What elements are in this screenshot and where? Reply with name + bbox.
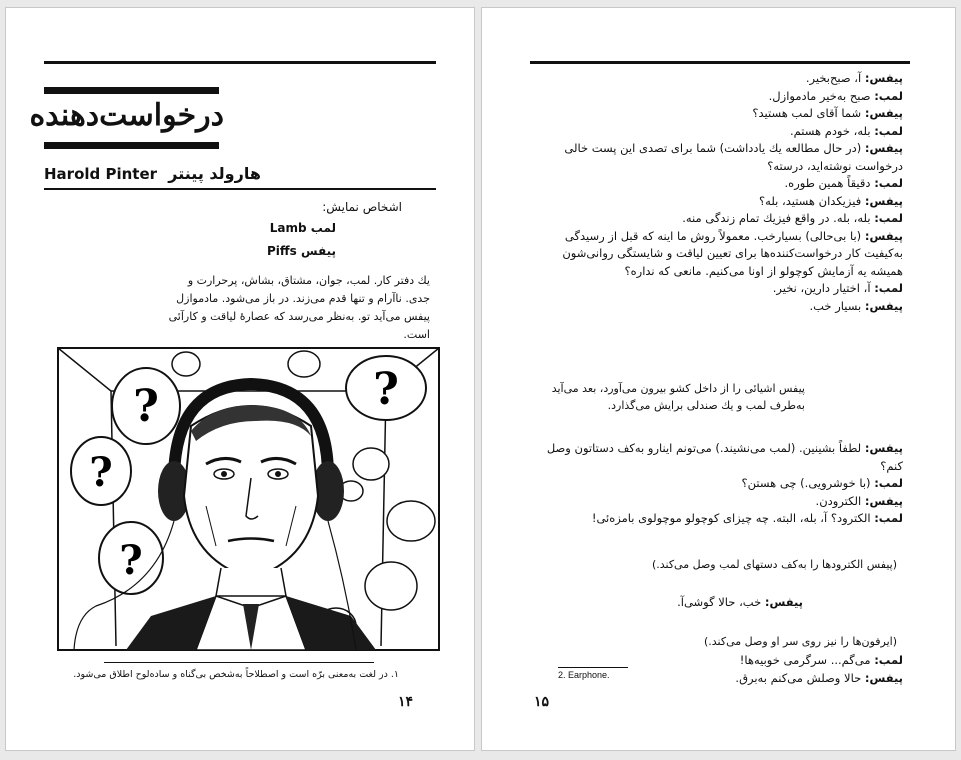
dialogue-line: به‌کیفیت کار درخواست‌کننده‌ها برای تعیین لیاقت و شایستگی روانی‌شون: [562, 246, 903, 260]
dialogue-line: لمب: (با خوشرویی.) چی هستن؟: [741, 476, 903, 490]
cast-item-piffs: Piffs پیفس: [267, 244, 336, 258]
dialogue-line: لمب: الکترود؟ آ، بله، البته. چه چیزای کوچولو موچولوی بامزه‌ئی!: [591, 511, 903, 525]
dialogue-block-2: [524, 440, 903, 528]
question-bubble-icon: [112, 368, 180, 444]
dialogue-line: پیفس: شما آقای لمب هستید؟: [752, 106, 903, 120]
question-bubble-icon: [99, 522, 163, 594]
stage-direction-1: پیفس اشیائی را از داخل کشو بیرون می‌آورد، بعد می‌آید به‌طرف لمب و یك صندلی برایش می‌گذارد.: [551, 382, 805, 412]
dialogue-line: پیفس: (با بی‌حالی) بسیارخب. معمولاً روش ما اینه که قبل از رسیدگی: [564, 228, 903, 243]
title-bar-bottom: [44, 142, 219, 149]
author-persian: هارولد پینتر: [168, 164, 261, 183]
dialogue-line: پیفس: بسیار خب.: [809, 298, 903, 313]
dialogue-line: لمب: بله، بله. در واقع فیزیك تمام زندگی منه.: [682, 211, 903, 225]
top-rule: [530, 61, 910, 64]
author-rule: [44, 188, 436, 190]
dialogue-line: همیشه یه آزمایش کوچولو از اونا می‌کنیم. مانعی که نداره؟: [624, 263, 903, 278]
dialogue-line: لمب: دقیقاً همین طوره.: [784, 176, 903, 190]
footnote-rule: [104, 662, 374, 663]
dialogue-line: پیفس: آ، صبح‌بخیر.: [805, 71, 903, 85]
intro-paragraph: یك دفتر کار. لمب، جوان، مشتاق، بشاش، پرحرارت و جدی. ناآرام و تنها قدم می‌زند. در باز می‌شود. مادموازل پیفس می‌آید تو. به‌نظر می‌رسد که عصارهٔ لیاقت و کارآئی است.: [168, 274, 430, 341]
dialogue-line: پیفس: (در حال مطالعه یك یادداشت) شما برای تصدی این پست خالی: [564, 141, 903, 155]
svg-text:?: ?: [119, 537, 143, 584]
dialogue-line: درخواست نوشته‌اید، درسته؟: [767, 158, 903, 173]
svg-text:?: ?: [133, 381, 159, 432]
question-bubble-icon: [71, 437, 131, 505]
dialogue-line: لمب: می‌گم... سرگرمی خوبیه‌ها!: [739, 653, 903, 667]
footnote-2: 2. Earphone.: [558, 670, 610, 680]
author-english: Harold Pinter: [44, 165, 158, 183]
dialogue-line-center: پیفس: خب، حالا گوشی‌آ.: [677, 595, 803, 609]
svg-text:?: ?: [373, 364, 399, 415]
page-number-left: ۱۴: [398, 694, 414, 710]
dialogue-line: لمب: صبح به‌خیر مادموازل.: [768, 88, 903, 103]
right-page: [481, 7, 956, 751]
page-number-right: ۱۵: [534, 694, 550, 710]
left-page: [5, 7, 475, 751]
cast-heading: اشخاص نمایش:: [322, 200, 402, 214]
stage-direction-3: (ایرفون‌ها را نیز روی سر او وصل می‌کند.): [704, 635, 897, 648]
dialogue-line: پیفس: فیزیکدان هستید، بله؟: [759, 193, 903, 208]
play-title: درخواست‌دهنده: [29, 98, 224, 133]
question-bubble-icon: [346, 356, 426, 420]
top-rule: [44, 61, 436, 64]
dialogue-line: کنم؟: [880, 458, 903, 473]
footnote-rule: [558, 667, 628, 668]
illustration-man-with-headphones: [56, 346, 441, 652]
dialogue-block-1: [524, 70, 903, 315]
author-line: [44, 164, 274, 183]
title-bar-top: [44, 87, 219, 94]
footnote-1: ۱. در لغت به‌معنی برّه است و اصطلاحاً به‌شخص بی‌گناه و ساده‌لوح اطلاق می‌شود.: [73, 669, 399, 680]
dialogue-line: پیفس: الکترودن.: [815, 493, 903, 508]
cast-item-lamb: Lamb لمب: [269, 221, 336, 235]
dialogue-line: لمب: بله، خودم هستم.: [789, 123, 903, 138]
stage-direction-2: (پیفس الکترودها را به‌کف دستهای لمب وصل می‌کند.): [651, 558, 897, 571]
dialogue-line: پیفس: حالا وصلش می‌کنم به‌برق.: [735, 670, 903, 685]
dialogue-line: لمب: آ، اختیار دارین، نخیر.: [772, 281, 903, 295]
svg-text:?: ?: [89, 449, 113, 496]
dialogue-line: پیفس: لطفاً بشینین. (لمب می‌نشیند.) می‌تونم اینارو به‌کف دستاتون وصل: [546, 441, 903, 455]
